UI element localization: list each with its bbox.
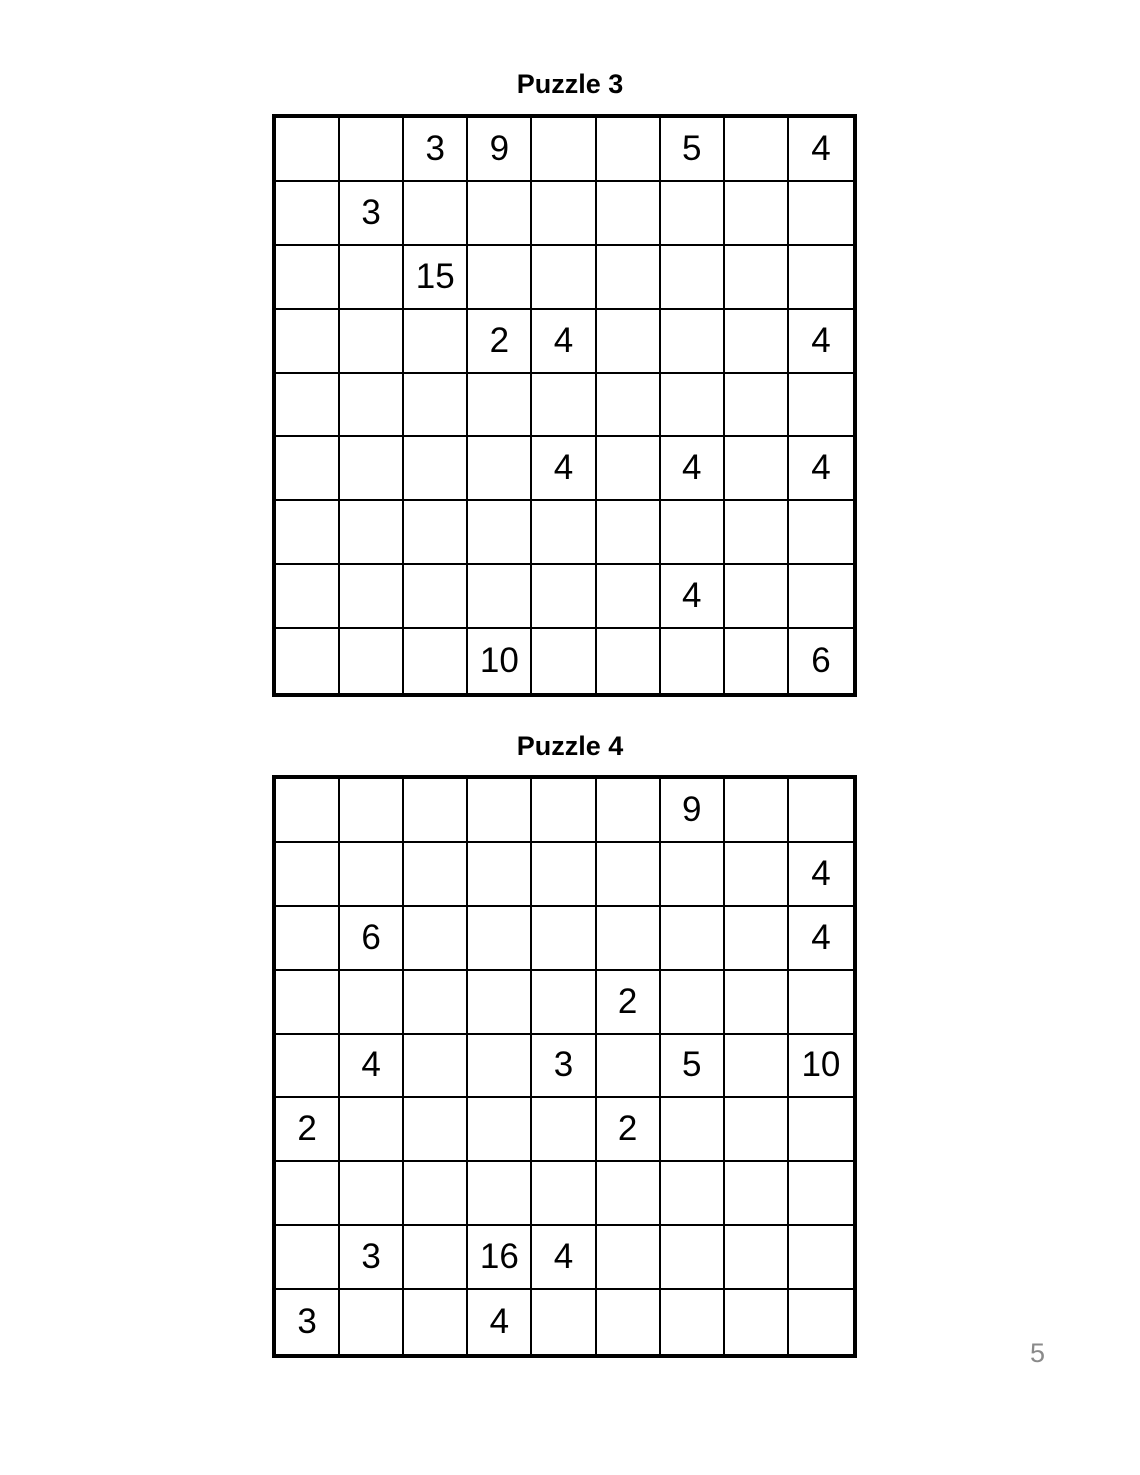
grid-cell[interactable] (468, 971, 532, 1035)
grid-cell[interactable]: 4 (532, 437, 596, 501)
grid-cell[interactable]: 3 (340, 1226, 404, 1290)
grid-cell[interactable] (468, 1098, 532, 1162)
grid-cell[interactable] (404, 374, 468, 438)
grid-cell[interactable] (597, 907, 661, 971)
grid-cell[interactable]: 9 (468, 118, 532, 182)
grid-cell[interactable]: 4 (661, 565, 725, 629)
grid-cell[interactable] (404, 1226, 468, 1290)
grid-cell[interactable] (725, 843, 789, 907)
grid-cell[interactable] (597, 565, 661, 629)
grid-cell[interactable] (532, 629, 596, 693)
grid-cell[interactable] (597, 437, 661, 501)
grid-cell[interactable] (532, 182, 596, 246)
grid-cell[interactable] (789, 1162, 853, 1226)
grid-cell[interactable] (276, 182, 340, 246)
grid-cell[interactable]: 3 (532, 1035, 596, 1099)
grid-cell[interactable] (276, 310, 340, 374)
grid-cell[interactable] (597, 118, 661, 182)
grid-cell[interactable] (404, 843, 468, 907)
grid-cell[interactable]: 4 (661, 437, 725, 501)
grid-cell[interactable]: 4 (789, 907, 853, 971)
grid-cell[interactable] (532, 565, 596, 629)
grid-cell[interactable]: 10 (468, 629, 532, 693)
grid-cell[interactable] (404, 1290, 468, 1354)
grid-cell[interactable] (597, 1162, 661, 1226)
grid-cell[interactable]: 3 (340, 182, 404, 246)
grid-cell[interactable] (468, 1035, 532, 1099)
grid-cell[interactable] (404, 971, 468, 1035)
grid-cell[interactable]: 4 (789, 118, 853, 182)
grid-cell[interactable] (661, 310, 725, 374)
grid-cell[interactable] (661, 1098, 725, 1162)
grid-cell[interactable]: 4 (532, 1226, 596, 1290)
grid-cell[interactable] (276, 971, 340, 1035)
grid-cell[interactable] (404, 1162, 468, 1226)
grid-cell[interactable] (340, 629, 404, 693)
grid-cell[interactable]: 3 (404, 118, 468, 182)
grid-cell[interactable]: 4 (789, 310, 853, 374)
grid-cell[interactable] (597, 1035, 661, 1099)
grid-cell[interactable] (725, 1035, 789, 1099)
grid-cell[interactable]: 10 (789, 1035, 853, 1099)
grid-cell[interactable] (276, 437, 340, 501)
grid-cell[interactable] (725, 310, 789, 374)
grid-cell[interactable] (276, 779, 340, 843)
grid-cell[interactable] (597, 1226, 661, 1290)
grid-cell[interactable] (725, 1162, 789, 1226)
grid-cell[interactable] (725, 246, 789, 310)
grid-cell[interactable] (661, 182, 725, 246)
grid-cell[interactable] (597, 182, 661, 246)
grid-cell[interactable]: 5 (661, 1035, 725, 1099)
grid-cell[interactable] (340, 779, 404, 843)
grid-cell[interactable] (340, 971, 404, 1035)
grid-cell[interactable]: 2 (597, 1098, 661, 1162)
grid-cell[interactable] (532, 1290, 596, 1354)
grid-cell[interactable] (789, 1290, 853, 1354)
grid-cell[interactable] (276, 1162, 340, 1226)
grid-cell[interactable]: 6 (811, 641, 831, 681)
grid-cell[interactable] (597, 374, 661, 438)
grid-cell[interactable] (597, 310, 661, 374)
grid-cell[interactable] (789, 779, 853, 843)
grid-cell[interactable] (789, 182, 853, 246)
grid-cell[interactable] (276, 1035, 340, 1099)
puzzle-4-grid (272, 775, 857, 1358)
grid-cell[interactable] (725, 907, 789, 971)
grid-cell[interactable] (404, 437, 468, 501)
grid-cell[interactable] (661, 501, 725, 565)
grid-cell[interactable]: 4 (789, 437, 853, 501)
grid-cell[interactable] (340, 310, 404, 374)
grid-cell[interactable] (276, 907, 340, 971)
grid-cell[interactable] (468, 907, 532, 971)
grid-cell[interactable] (725, 437, 789, 501)
grid-cell[interactable] (532, 501, 596, 565)
grid-cell[interactable]: 4 (468, 1290, 532, 1354)
grid-cell[interactable]: 3 (276, 1290, 340, 1354)
page-number: 5 (1030, 1338, 1046, 1368)
grid-cell[interactable]: 4 (340, 1035, 404, 1099)
grid-cell[interactable] (725, 565, 789, 629)
grid-cell[interactable]: 4 (789, 843, 853, 907)
grid-cell[interactable] (789, 971, 853, 1035)
grid-cell[interactable] (789, 374, 853, 438)
grid-cell[interactable] (725, 182, 789, 246)
grid-cell[interactable] (532, 1098, 596, 1162)
grid-cell[interactable] (725, 501, 789, 565)
grid-cell[interactable] (661, 1290, 725, 1354)
grid-cell[interactable] (340, 501, 404, 565)
grid-cell[interactable] (661, 1226, 725, 1290)
grid-cell[interactable] (661, 374, 725, 438)
grid-cell[interactable] (340, 246, 404, 310)
grid-cell[interactable] (789, 501, 853, 565)
puzzle-3-grid (272, 114, 857, 697)
grid-cell[interactable]: 2 (597, 971, 661, 1035)
grid-cell[interactable] (661, 629, 725, 693)
grid-cell[interactable] (725, 629, 789, 693)
grid-cell[interactable] (597, 779, 661, 843)
grid-cell[interactable] (789, 246, 853, 310)
grid-cell[interactable] (276, 118, 340, 182)
grid-cell[interactable] (532, 907, 596, 971)
grid-cell[interactable] (661, 1162, 725, 1226)
grid-cell[interactable] (725, 1290, 789, 1354)
grid-cell[interactable] (468, 374, 532, 438)
grid-cell[interactable] (276, 565, 340, 629)
grid-cell[interactable] (661, 971, 725, 1035)
grid-cell[interactable] (340, 1290, 404, 1354)
grid-cell[interactable] (661, 246, 725, 310)
grid-cell[interactable] (276, 501, 340, 565)
grid-cell[interactable] (532, 1162, 596, 1226)
grid-cell[interactable] (276, 246, 340, 310)
grid-cell[interactable] (468, 1162, 532, 1226)
grid-cell[interactable] (532, 246, 596, 310)
grid-cell[interactable] (468, 779, 532, 843)
grid-cell[interactable] (276, 843, 340, 907)
puzzle-4-title: Puzzle 4 (516, 731, 624, 761)
puzzle-3-title: Puzzle 3 (516, 69, 624, 99)
grid-cell[interactable] (404, 779, 468, 843)
grid-cell[interactable] (597, 843, 661, 907)
grid-cell[interactable] (725, 971, 789, 1035)
grid-cell[interactable] (597, 501, 661, 565)
grid-cell[interactable] (340, 843, 404, 907)
grid-cell[interactable]: 2 (468, 310, 532, 374)
grid-cell[interactable] (404, 1035, 468, 1099)
grid-cell[interactable] (340, 437, 404, 501)
grid-cell[interactable] (532, 118, 596, 182)
grid-cell[interactable] (276, 374, 340, 438)
grid-cell[interactable] (404, 629, 468, 693)
grid-cell[interactable]: 5 (661, 118, 725, 182)
grid-cell[interactable] (340, 1098, 404, 1162)
grid-cell[interactable]: 2 (276, 1098, 340, 1162)
grid-cell[interactable] (789, 1226, 853, 1290)
grid-cell[interactable] (340, 118, 404, 182)
grid-cell[interactable] (404, 182, 468, 246)
grid-cell[interactable] (532, 843, 596, 907)
grid-cell[interactable] (468, 437, 532, 501)
grid-cell[interactable] (597, 246, 661, 310)
grid-cell[interactable] (276, 629, 340, 693)
grid-cell[interactable] (725, 118, 789, 182)
grid-cell[interactable] (661, 843, 725, 907)
grid-cell[interactable] (789, 565, 853, 629)
grid-cell[interactable] (725, 1226, 789, 1290)
grid-cell[interactable] (404, 907, 468, 971)
grid-cell[interactable]: 9 (661, 779, 725, 843)
grid-cell[interactable] (404, 501, 468, 565)
grid-cell[interactable] (340, 374, 404, 438)
grid-cell[interactable]: 4 (532, 310, 596, 374)
grid-cell[interactable]: 6 (340, 907, 404, 971)
grid-cell[interactable]: 16 (468, 1226, 532, 1290)
grid-cell[interactable] (340, 565, 404, 629)
grid-cell[interactable] (340, 1162, 404, 1226)
grid-cell[interactable] (725, 374, 789, 438)
grid-cell[interactable] (468, 501, 532, 565)
grid-cell[interactable] (468, 843, 532, 907)
grid-cell[interactable] (404, 310, 468, 374)
grid-cell[interactable] (468, 565, 532, 629)
grid-cell[interactable] (597, 1290, 661, 1354)
grid-cell[interactable] (789, 1098, 853, 1162)
grid-cell[interactable] (661, 907, 725, 971)
grid-cell[interactable] (468, 246, 532, 310)
grid-cell[interactable] (725, 779, 789, 843)
grid-cell[interactable] (276, 1226, 340, 1290)
grid-cell[interactable] (404, 1098, 468, 1162)
grid-cell[interactable] (597, 629, 661, 693)
grid-cell[interactable] (404, 565, 468, 629)
grid-cell[interactable] (725, 1098, 789, 1162)
grid-cell[interactable] (532, 779, 596, 843)
grid-cell[interactable] (532, 971, 596, 1035)
grid-cell[interactable] (468, 182, 532, 246)
grid-cell[interactable]: 15 (404, 246, 468, 310)
grid-cell[interactable] (532, 374, 596, 438)
